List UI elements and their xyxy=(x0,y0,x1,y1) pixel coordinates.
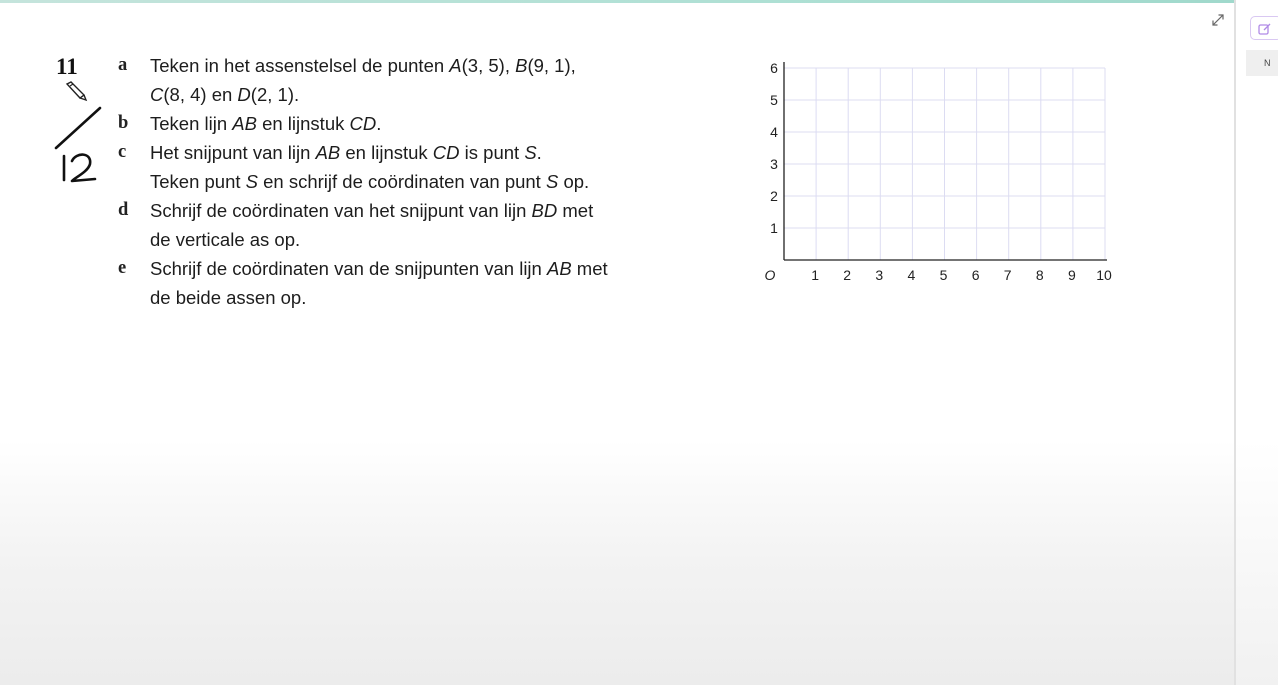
x-tick-label: 4 xyxy=(907,267,916,283)
y-tick-label: 4 xyxy=(770,124,778,140)
side-panel xyxy=(1234,0,1278,685)
origin-label: O xyxy=(764,267,776,283)
x-tick-label: 9 xyxy=(1068,267,1076,283)
question-text: (8, 4) en xyxy=(163,84,238,105)
x-tick-label: 10 xyxy=(1096,267,1112,283)
x-tick-label: 8 xyxy=(1035,267,1044,283)
question-line xyxy=(150,229,300,251)
question-line xyxy=(150,142,542,164)
math-variable: D xyxy=(237,84,251,105)
coordinate-grid xyxy=(760,55,1120,295)
question-letter: d xyxy=(118,200,129,220)
y-tick-label: 2 xyxy=(770,188,778,204)
question-text: Het snijpunt van lijn xyxy=(150,142,316,163)
question-letter: a xyxy=(118,55,128,75)
question-text: de verticale as op. xyxy=(150,229,301,250)
x-tick-label: 6 xyxy=(971,267,980,283)
handwritten-score xyxy=(46,100,110,191)
top-accent-bar xyxy=(0,0,1278,3)
question-text: is punt xyxy=(459,142,525,163)
math-variable: S xyxy=(524,142,537,163)
y-tick-label: 1 xyxy=(770,220,778,236)
question-letter: e xyxy=(118,258,127,278)
question-text: met xyxy=(557,200,594,221)
question-text: en lijnstuk xyxy=(256,113,350,134)
x-tick-label: 2 xyxy=(843,267,852,283)
x-tick-label: 3 xyxy=(875,267,884,283)
y-tick-label: 3 xyxy=(770,156,778,172)
handwritten-score-text: 12 xyxy=(46,100,48,101)
math-variable: B xyxy=(515,55,528,76)
math-variable: AB xyxy=(315,142,341,163)
x-tick-label: 7 xyxy=(1003,267,1012,283)
edit-icon xyxy=(1258,22,1272,36)
question-text: met xyxy=(571,258,608,279)
x-tick-label: 5 xyxy=(939,267,948,283)
math-variable: S xyxy=(545,171,559,192)
math-variable: CD xyxy=(349,113,377,134)
question-line xyxy=(150,258,608,280)
question-text: (9, 1), xyxy=(527,55,576,76)
question-text: de beide assen op. xyxy=(150,287,307,308)
y-tick-label: 6 xyxy=(770,60,778,76)
question-text: en lijnstuk xyxy=(340,142,433,163)
question-line xyxy=(150,171,589,193)
question-line xyxy=(150,200,593,222)
y-tick-label: 5 xyxy=(770,92,778,108)
question-text: . xyxy=(376,113,382,134)
math-variable: CD xyxy=(432,142,460,163)
question-letter: c xyxy=(118,142,127,162)
question-text: op. xyxy=(558,171,590,192)
question-line xyxy=(150,55,576,77)
question-text: Teken in het assenstelsel de punten xyxy=(150,55,450,76)
question-letter: b xyxy=(118,113,129,133)
math-variable: C xyxy=(150,84,164,105)
question-text: (2, 1). xyxy=(250,84,300,105)
math-variable: BD xyxy=(531,200,558,221)
question-line xyxy=(150,113,381,135)
exercise-number: 11 xyxy=(56,54,78,79)
math-variable: AB xyxy=(232,113,257,134)
edit-button[interactable] xyxy=(1250,16,1278,40)
question-text: . xyxy=(536,142,542,163)
question-text: en schrijf de coördinaten van punt xyxy=(258,171,546,192)
question-line xyxy=(150,287,306,309)
question-text: Schrijf de coördinaten van de snijpunten van lijn xyxy=(150,258,547,279)
x-tick-label: 1 xyxy=(811,267,819,283)
expand-icon[interactable] xyxy=(1210,12,1226,33)
question-text: Teken lijn xyxy=(150,113,233,134)
math-variable: S xyxy=(245,171,258,192)
question-text: Schrijf de coördinaten van het snijpunt van lijn xyxy=(150,200,532,221)
math-variable: AB xyxy=(546,258,572,279)
math-variable: A xyxy=(449,55,462,76)
question-text: (3, 5), xyxy=(461,55,516,76)
side-tab[interactable]: N xyxy=(1246,50,1278,76)
question-line xyxy=(150,84,299,106)
question-text: Teken punt xyxy=(150,171,246,192)
